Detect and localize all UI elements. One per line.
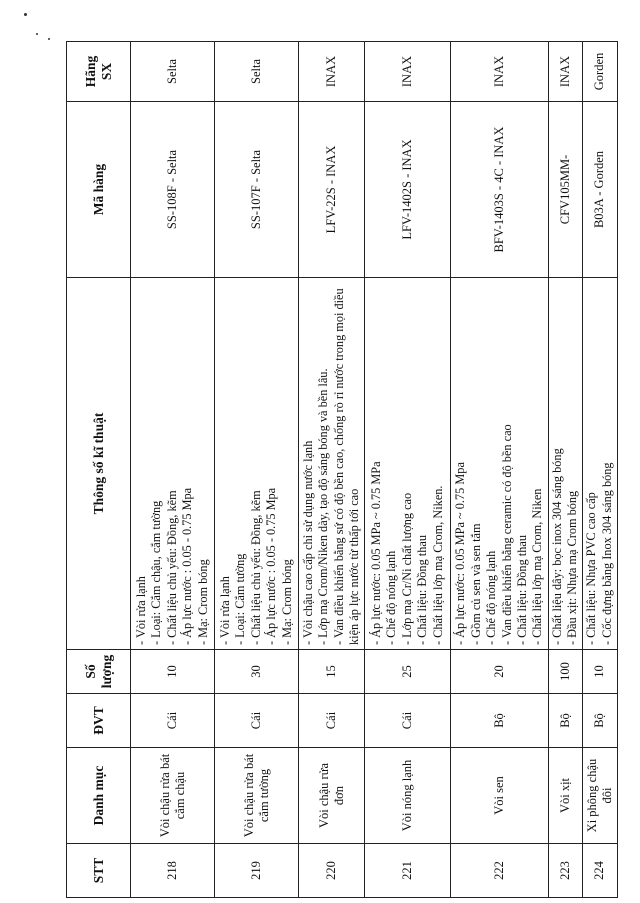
spec-line: - Chế độ nóng lạnh	[384, 550, 399, 645]
cell-so-luong: 15	[299, 650, 365, 694]
cell-ma-hang: CFV105MM-	[549, 102, 583, 278]
spec-line: - Gồm củ sen và sen tắm	[468, 523, 483, 645]
spec-line: - Lớp mạ Cr/Ni chất lượng cao	[399, 492, 414, 645]
spec-line: - Vòi rửa lạnh	[218, 576, 233, 645]
product-spec-table	[66, 41, 618, 898]
table-row	[582, 42, 617, 898]
header-so-luong: Số lượng	[67, 650, 131, 694]
cell-hang-sx: Selta	[215, 42, 299, 102]
header-thong-so: Thông số kĩ thuật	[67, 278, 131, 650]
cell-ma-hang: LFV-22S - INAX	[299, 102, 365, 278]
cell-so-luong: 10	[131, 650, 215, 694]
spec-line: - Loại: Cắm chậu, cắm tường	[149, 500, 164, 645]
cell-ma-hang: BFV-1403S - 4C - INAX	[451, 102, 549, 278]
cell-danh-muc: Vòi sen	[451, 748, 549, 844]
spec-line: - Chất liệu lớp mạ Crom, Niken	[530, 488, 545, 645]
cell-danh-muc: Vòi xịt	[549, 748, 583, 844]
spec-line: - Áp lực nước: 0.05 MPa ~ 0.75 MPa	[369, 461, 384, 645]
cell-hang-sx: Selta	[131, 42, 215, 102]
cell-danh-muc: Vòi chậu rửa bát cắm tường	[215, 748, 299, 844]
header-hang-sx: Hãng SX	[67, 42, 131, 102]
cell-specs	[549, 278, 583, 650]
header-dvt: ĐVT	[67, 694, 131, 748]
cell-hang-sx: INAX	[299, 42, 365, 102]
spec-line: - Chất liệu chủ yếu: Đồng, kẽm	[164, 490, 179, 645]
spec-line: - Van điều khiển bằng ceramic có độ bền cao	[499, 424, 514, 645]
header-stt: STT	[67, 844, 131, 898]
spec-line: - Chất liệu: Nhựa PVC cao cấp	[584, 492, 599, 645]
cell-stt: 224	[582, 844, 617, 898]
header-row	[67, 42, 131, 898]
cell-hang-sx: INAX	[365, 42, 451, 102]
spec-line: - Cốc đựng bằng Inox 304 sáng bóng	[599, 462, 614, 645]
spec-line: - Đầu xịt: Nhựa mạ Crom bóng	[565, 490, 580, 645]
cell-dvt: Bộ	[451, 694, 549, 748]
cell-dvt: Cái	[215, 694, 299, 748]
cell-specs	[299, 278, 365, 650]
table-row	[365, 42, 451, 898]
cell-dvt: Cái	[365, 694, 451, 748]
cell-hang-sx: INAX	[549, 42, 583, 102]
cell-stt: 219	[215, 844, 299, 898]
cell-dvt: Cái	[131, 694, 215, 748]
spec-line: - Chất liệu chủ yếu: Đồng, kẽm	[248, 490, 263, 645]
cell-specs	[451, 278, 549, 650]
rotated-table-wrapper	[66, 42, 614, 898]
spec-line: - Chế độ nóng lạnh	[484, 550, 499, 645]
table-row	[131, 42, 215, 898]
spec-line: - Áp lực nước: 0.05 MPa ~ 0.75 Mpa	[453, 462, 468, 645]
header-ma-hang: Mã hàng	[67, 102, 131, 278]
spec-line: - Vòi rửa lạnh	[134, 576, 149, 645]
cell-so-luong: 25	[365, 650, 451, 694]
cell-specs	[365, 278, 451, 650]
cell-danh-muc: Xi phông chậu đôi	[582, 748, 617, 844]
spec-line: - Chất liệu lớp mạ Crom, Niken.	[430, 485, 445, 645]
cell-dvt: Bộ	[549, 694, 583, 748]
cell-specs	[582, 278, 617, 650]
spec-line: - Chất liệu dây: bọc inox 304 sáng bóng	[550, 448, 564, 645]
spec-line: - Mạ: Crom bóng	[279, 559, 294, 645]
cell-dvt: Bộ	[582, 694, 617, 748]
cell-dvt: Cái	[299, 694, 365, 748]
cell-stt: 218	[131, 844, 215, 898]
spec-line: - Mạ: Crom bóng	[195, 559, 210, 645]
header-danh-muc: Danh mục	[67, 748, 131, 844]
scan-speck	[36, 33, 38, 35]
cell-hang-sx: Gorden	[582, 42, 617, 102]
cell-so-luong: 30	[215, 650, 299, 694]
spec-line: - Chất liệu: Đồng thau	[514, 535, 529, 645]
spec-line: - Van điều khiển bằng sứ có độ bền cao, chống rò rỉ nước trong mọi điều kiện áp lực nước từ thấp tới cao	[331, 288, 361, 645]
cell-ma-hang: LFV-1402S - INAX	[365, 102, 451, 278]
cell-ma-hang: SS-108F - Selta	[131, 102, 215, 278]
scan-speck	[24, 13, 27, 16]
cell-ma-hang: SS-107F - Selta	[215, 102, 299, 278]
spec-line: - Lớp mạ Crom/Niken dày, tạo độ sáng bóng và bền lâu.	[316, 368, 331, 645]
table-row	[451, 42, 549, 898]
cell-ma-hang: B03A - Gorden	[582, 102, 617, 278]
cell-so-luong: 20	[451, 650, 549, 694]
cell-so-luong: 100	[549, 650, 583, 694]
cell-specs	[215, 278, 299, 650]
cell-danh-muc: Vòi chậu rửa đơn	[299, 748, 365, 844]
spec-line: - Áp lực nước : 0.05 - 0.75 Mpa	[264, 487, 279, 645]
cell-stt: 223	[549, 844, 583, 898]
cell-danh-muc: Vòi nóng lạnh	[365, 748, 451, 844]
cell-hang-sx: INAX	[451, 42, 549, 102]
spec-line: - Chất liệu: Đồng thau	[415, 535, 430, 645]
spec-line: - Áp lực nước : 0.05 - 0.75 Mpa	[180, 487, 195, 645]
table-row	[549, 42, 583, 898]
cell-stt: 220	[299, 844, 365, 898]
cell-stt: 221	[365, 844, 451, 898]
cell-danh-muc: Vòi chậu rửa bát cắm chậu	[131, 748, 215, 844]
scan-speck	[48, 38, 50, 40]
spec-line: - Vòi chậu cao cấp chỉ sử dụng nước lạnh	[300, 440, 315, 645]
cell-stt: 222	[451, 844, 549, 898]
cell-so-luong: 10	[582, 650, 617, 694]
spec-line: - Loại: Cắm tường	[233, 553, 248, 645]
table-row	[215, 42, 299, 898]
cell-specs	[131, 278, 215, 650]
table-row	[299, 42, 365, 898]
